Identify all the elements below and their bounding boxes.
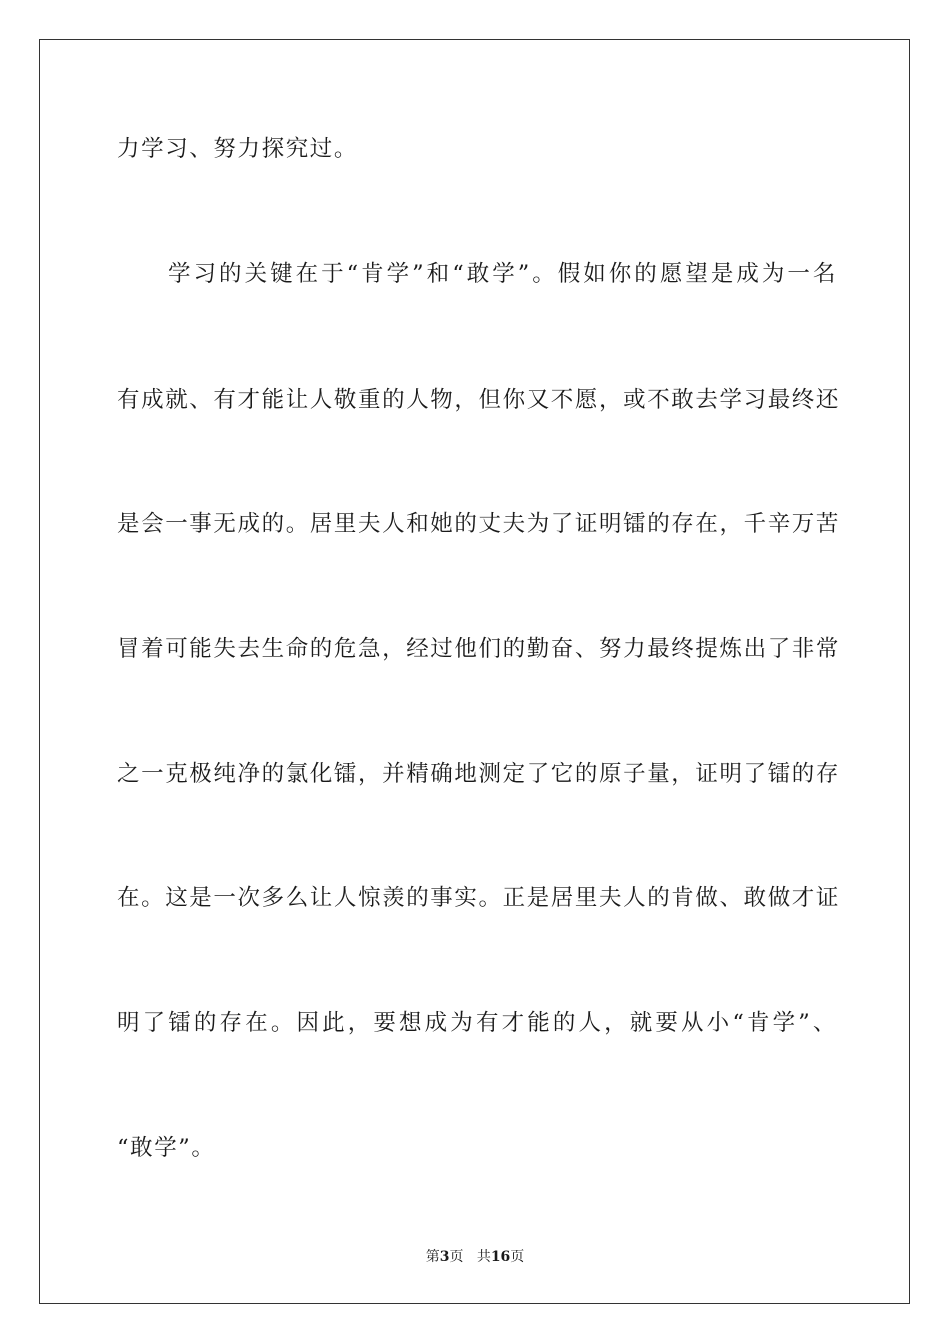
text-line-3: 有成就、有才能让人敬重的人物，但你又不愿，或不敢去学习最终还: [117, 387, 841, 413]
page-prefix: 第: [425, 1249, 440, 1265]
text-line-2: 学习的关键在于“肯学”和“敢学”。假如你的愿望是成为一名: [117, 261, 837, 287]
text-line-8: 明了镭的存在。因此，要想成为有才能的人，就要从小“肯学”、: [117, 1010, 837, 1036]
page-suffix: 页: [449, 1249, 464, 1265]
page-number: 3: [439, 1249, 450, 1265]
total-prefix: 共: [476, 1249, 491, 1265]
page-footer: [0, 1248, 950, 1266]
text-line-7: 在。这是一次多么让人惊羡的事实。正是居里夫人的肯做、敢做才证: [117, 885, 841, 911]
total-pages: 16: [490, 1249, 511, 1265]
total-suffix: 页: [510, 1249, 525, 1265]
page-border: [39, 39, 910, 1304]
text-line-1: 力学习、努力探究过。: [117, 136, 359, 162]
text-line-4: 是会一事无成的。居里夫人和她的丈夫为了证明镭的存在，千辛万苦: [117, 511, 841, 537]
text-line-6: 之一克极纯净的氯化镭，并精确地测定了它的原子量，证明了镭的存: [117, 761, 841, 787]
text-line-5: 冒着可能失去生命的危急，经过他们的勤奋、努力最终提炼出了非常: [117, 636, 841, 662]
text-line-9: “敢学”。: [117, 1135, 216, 1161]
